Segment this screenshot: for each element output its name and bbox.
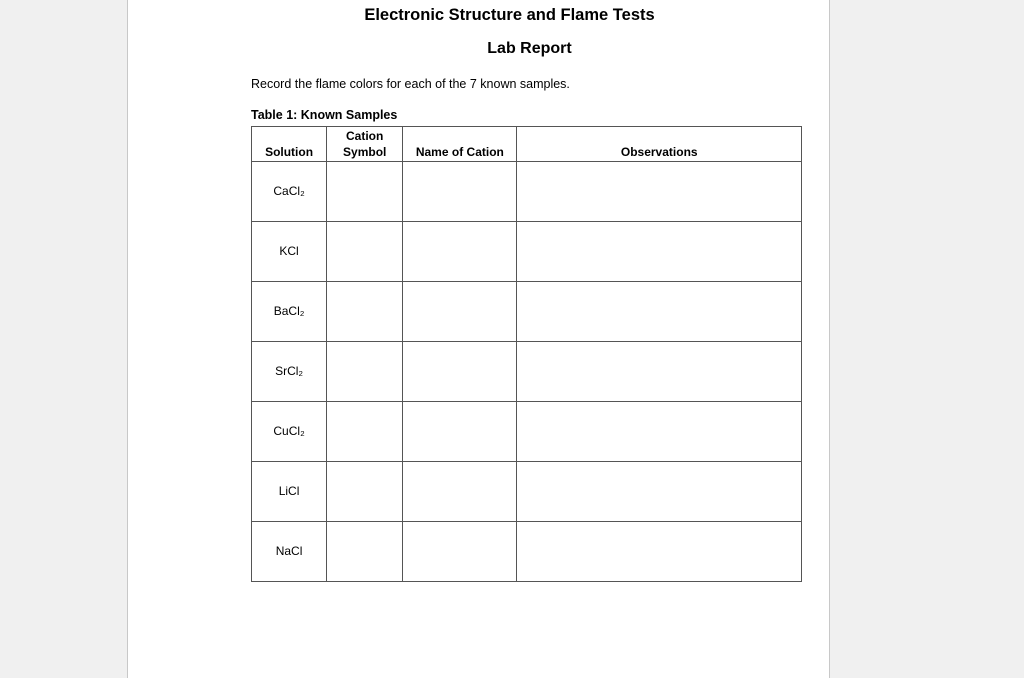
cell-cation-symbol[interactable] <box>327 342 403 402</box>
cell-solution: BaCl₂ <box>252 282 327 342</box>
cell-name-of-cation[interactable] <box>403 342 517 402</box>
known-samples-table <box>251 126 802 582</box>
header-observations: Observations <box>517 127 802 162</box>
cell-name-of-cation[interactable] <box>403 162 517 222</box>
table-header-row <box>252 127 802 162</box>
cell-cation-symbol[interactable] <box>327 162 403 222</box>
cell-cation-symbol[interactable] <box>327 282 403 342</box>
header-name-of-cation: Name of Cation <box>403 127 517 162</box>
cell-observations[interactable] <box>517 282 802 342</box>
cell-observations[interactable] <box>517 162 802 222</box>
cell-cation-symbol[interactable] <box>327 222 403 282</box>
cell-name-of-cation[interactable] <box>403 222 517 282</box>
cell-cation-symbol[interactable] <box>327 462 403 522</box>
cell-observations[interactable] <box>517 522 802 582</box>
table-row <box>252 462 802 522</box>
header-solution: Solution <box>252 127 327 162</box>
cell-solution: LiCl <box>252 462 327 522</box>
header-cation-symbol-line2: Symbol <box>343 145 387 159</box>
cell-name-of-cation[interactable] <box>403 462 517 522</box>
cell-observations[interactable] <box>517 462 802 522</box>
cell-solution: NaCl <box>252 522 327 582</box>
cell-name-of-cation[interactable] <box>403 282 517 342</box>
cell-observations[interactable] <box>517 342 802 402</box>
header-cation-symbol <box>327 127 403 162</box>
cell-cation-symbol[interactable] <box>327 522 403 582</box>
instructions-text: Record the flame colors for each of the 7 known samples. <box>251 77 570 91</box>
document-title: Electronic Structure and Flame Tests <box>364 6 655 24</box>
table-row <box>252 342 802 402</box>
table-row <box>252 162 802 222</box>
cell-observations[interactable] <box>517 222 802 282</box>
table-caption: Table 1: Known Samples <box>251 108 398 122</box>
document-page <box>127 0 830 678</box>
table-row <box>252 522 802 582</box>
cell-name-of-cation[interactable] <box>403 522 517 582</box>
cell-solution: CuCl₂ <box>252 402 327 462</box>
header-cation-symbol-line1: Cation <box>346 129 384 143</box>
cell-solution: CaCl₂ <box>252 162 327 222</box>
cell-solution: KCl <box>252 222 327 282</box>
document-subtitle: Lab Report <box>487 40 572 57</box>
table-row <box>252 282 802 342</box>
table-row <box>252 222 802 282</box>
cell-name-of-cation[interactable] <box>403 402 517 462</box>
cell-observations[interactable] <box>517 402 802 462</box>
table-row <box>252 402 802 462</box>
cell-cation-symbol[interactable] <box>327 402 403 462</box>
cell-solution: SrCl₂ <box>252 342 327 402</box>
